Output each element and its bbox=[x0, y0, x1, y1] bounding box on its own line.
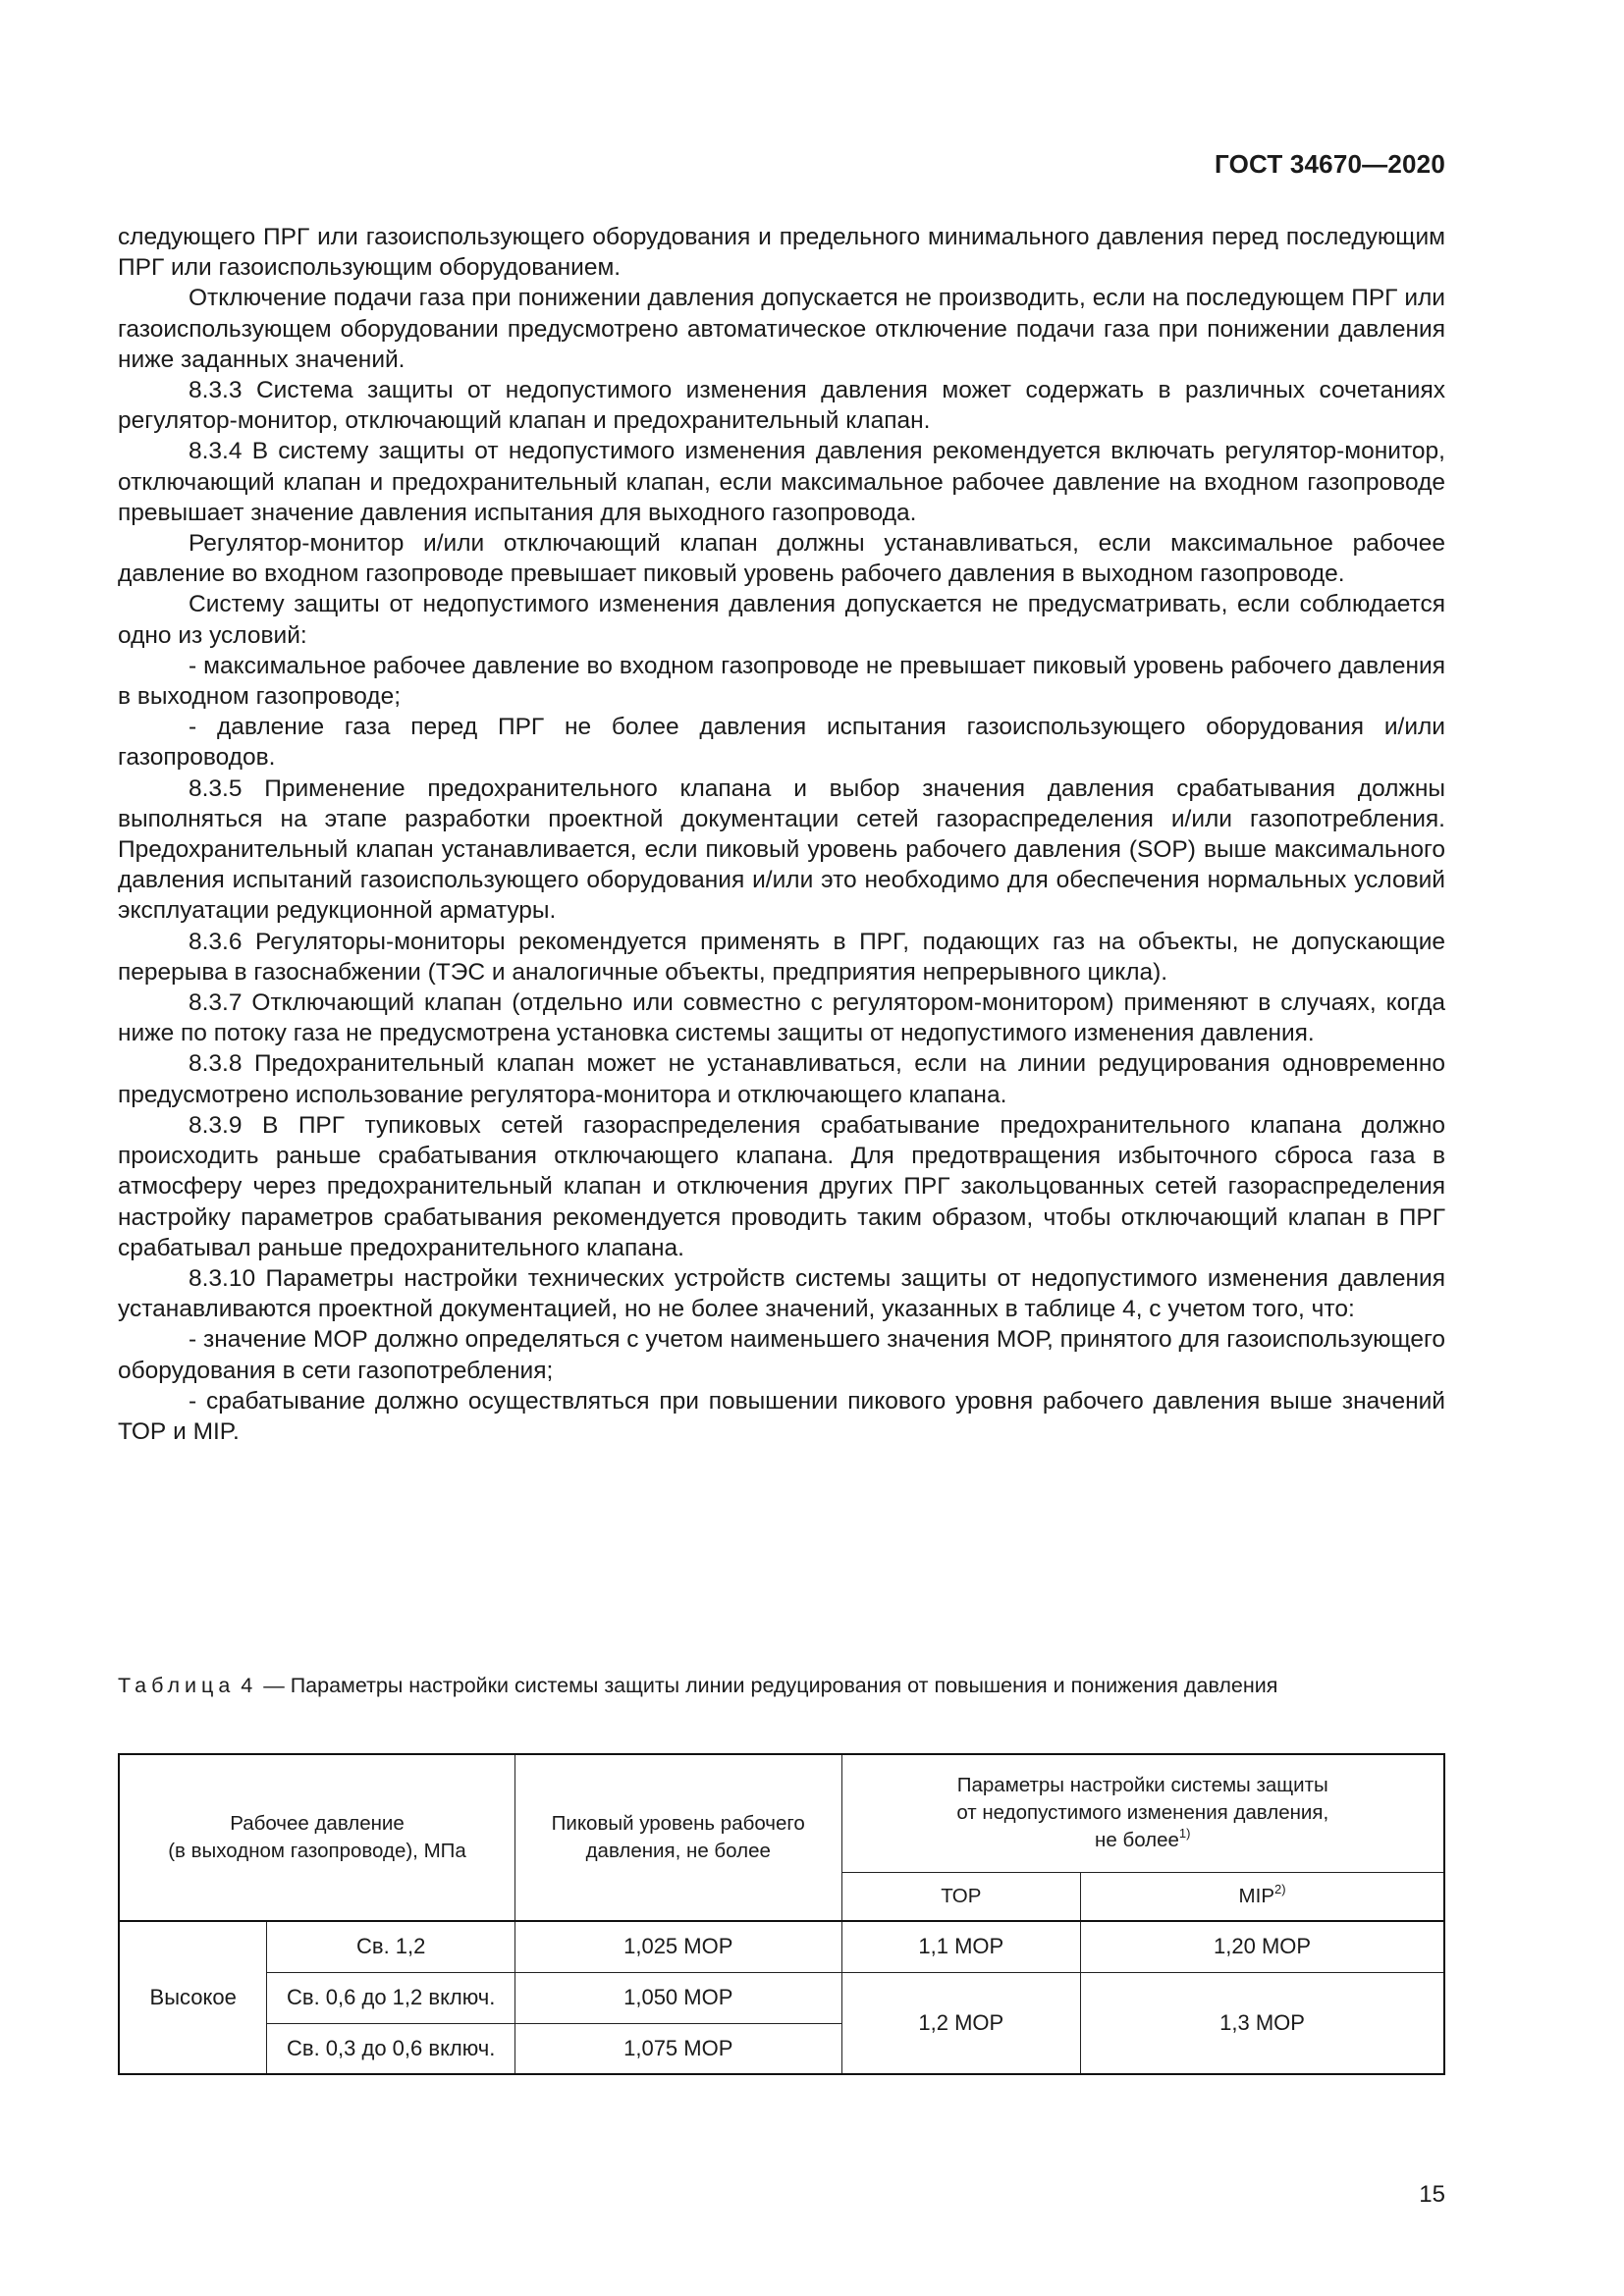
peak-cell: 1,075 МОР bbox=[515, 2023, 842, 2074]
header-protection-settings: Параметры настройки системы защиты от недопустимого изменения давления, не более$^{1)}$ bbox=[841, 1754, 1444, 1872]
page-number: 15 bbox=[1419, 2181, 1445, 2208]
paragraph: 8.3.5 Применение предохранительного клапана и выбор значения давления срабатывания должны выполняться на этапе разработки проектной документации сетей газораспределения и/или газопотребления. Предохранительный клапан устанавливается, если пиковый уровень рабочего давления (SOP) выше максимального давления испытаний газоиспользующего оборудования и/или это необходимо для обеспечения нормальных условий эксплуатации редукционной арматуры. bbox=[118, 774, 1445, 925]
table-caption-number: 4 bbox=[241, 1674, 258, 1697]
table-caption-text: — Параметры настройки системы защиты линии редуцирования от повышения и понижения давления bbox=[263, 1674, 1278, 1697]
header-peak-level: Пиковый уровень рабочего давления, не более bbox=[515, 1754, 842, 1921]
header-working-pressure: Рабочее давление (в выходном газопроводе), МПа bbox=[119, 1754, 515, 1921]
peak-cell: 1,050 МОР bbox=[515, 1972, 842, 2023]
paragraph: 8.3.8 Предохранительный клапан может не устанавливаться, если на линии редуцирования одновременно предусмотрено использование регулятора-монитора и отключающего клапана. bbox=[118, 1050, 1445, 1108]
paragraph: Систему защиты от недопустимого изменения давления допускается не предусматривать, если соблюдается одно из условий: bbox=[118, 591, 1445, 649]
paragraph: 8.3.3 Система защиты от недопустимого изменения давления может содержать в различных сочетаниях регулятор-монитор, отключающий клапан и предохранительный клапан. bbox=[118, 377, 1445, 435]
paragraph: - максимальное рабочее давление во входном газопроводе не превышает пиковый уровень рабочего давления в выходном газопроводе; bbox=[118, 652, 1445, 711]
pressure-range-cell: Св. 1,2 bbox=[267, 1921, 515, 1972]
paragraph: 8.3.6 Регуляторы-мониторы рекомендуется применять в ПРГ, подающих газ на объекты, не допускающие перерыва в газоснабжении (ТЭС и аналогичные объекты, предприятия непрерывного цикла). bbox=[118, 928, 1445, 986]
paragraph: 8.3.9 В ПРГ тупиковых сетей газораспределения срабатывание предохранительного клапана должно происходить раньше срабатывания отключающего клапана. Для предотвращения избыточного сброса газа в атмосферу через предохранительный клапан и отключения других ПРГ закольцованных сетей газораспределения настройку параметров срабатывания рекомендуется проводить таким образом, чтобы отключающий клапан в ПРГ срабатывал раньше предохранительного клапана. bbox=[118, 1111, 1445, 1261]
header-top: ТОР bbox=[841, 1872, 1081, 1921]
table-row bbox=[119, 1921, 1444, 1972]
peak-cell: 1,025 МОР bbox=[515, 1921, 842, 1972]
top-cell: 1,1 МОР bbox=[841, 1921, 1081, 1972]
paragraph: следующего ПРГ или газоиспользующего оборудования и предельного минимального давления перед последующим ПРГ или газоиспользующим оборудованием. bbox=[118, 224, 1445, 282]
paragraph: Регулятор-монитор и/или отключающий клапан должны устанавливаться, если максимальное рабочее давление во входном газопроводе превышает пиковый уровень рабочего давления в выходном газопроводе. bbox=[118, 530, 1445, 588]
mip-cell: 1,20 МОР bbox=[1081, 1921, 1444, 1972]
paragraph: - давление газа перед ПРГ не более давления испытания газоиспользующего оборудования и/или газопроводов. bbox=[118, 714, 1445, 772]
pressure-range-cell: Св. 0,3 до 0,6 включ. bbox=[267, 2023, 515, 2074]
body-text bbox=[118, 222, 1445, 1447]
paragraph: - срабатывание должно осуществляться при повышении пикового уровня рабочего давления выше значений ТОР и MIP. bbox=[118, 1387, 1445, 1445]
top-merged-cell: 1,2 МОР bbox=[841, 1972, 1081, 2074]
document-page bbox=[118, 0, 1445, 2296]
paragraph: 8.3.4 В систему защиты от недопустимого изменения давления рекомендуется включать регулятор-монитор, отключающий клапан и предохранительный клапан, если максимальное рабочее давление на входном газопроводе превышает значение давления испытания для выходного газопровода. bbox=[118, 438, 1445, 526]
header-mip: MIP$^{2)}$ bbox=[1081, 1872, 1444, 1921]
mip-merged-cell: 1,3 МОР bbox=[1081, 1972, 1444, 2074]
standard-designation: ГОСТ 34670—2020 bbox=[1215, 149, 1445, 179]
paragraph: 8.3.7 Отключающий клапан (отдельно или совместно с регулятором-монитором) применяют в случаях, когда ниже по потоку газа не предусмотрена установка системы защиты от недопустимого изменения давления. bbox=[118, 989, 1445, 1047]
paragraph: - значение МОР должно определяться с учетом наименьшего значения МОР, принятого для газоиспользующего оборудования в сети газопотребления; bbox=[118, 1326, 1445, 1384]
settings-table bbox=[118, 1753, 1445, 2075]
table-caption bbox=[118, 1672, 1445, 1700]
table-row bbox=[119, 1972, 1444, 2023]
pressure-range-cell: Св. 0,6 до 1,2 включ. bbox=[267, 1972, 515, 2023]
table-caption-label: Таблица bbox=[118, 1674, 236, 1697]
paragraph: 8.3.10 Параметры настройки технических устройств системы защиты от недопустимого изменения давления устанавливаются проектной документацией, но не более значений, указанных в таблице 4, с учетом того, что: bbox=[118, 1264, 1445, 1323]
paragraph: Отключение подачи газа при понижении давления допускается не производить, если на последующем ПРГ или газоиспользующем оборудовании предусмотрено автоматическое отключение подачи газа при понижении давления ниже заданных значений. bbox=[118, 285, 1445, 373]
pressure-group-label: Высокое bbox=[119, 1921, 267, 2074]
